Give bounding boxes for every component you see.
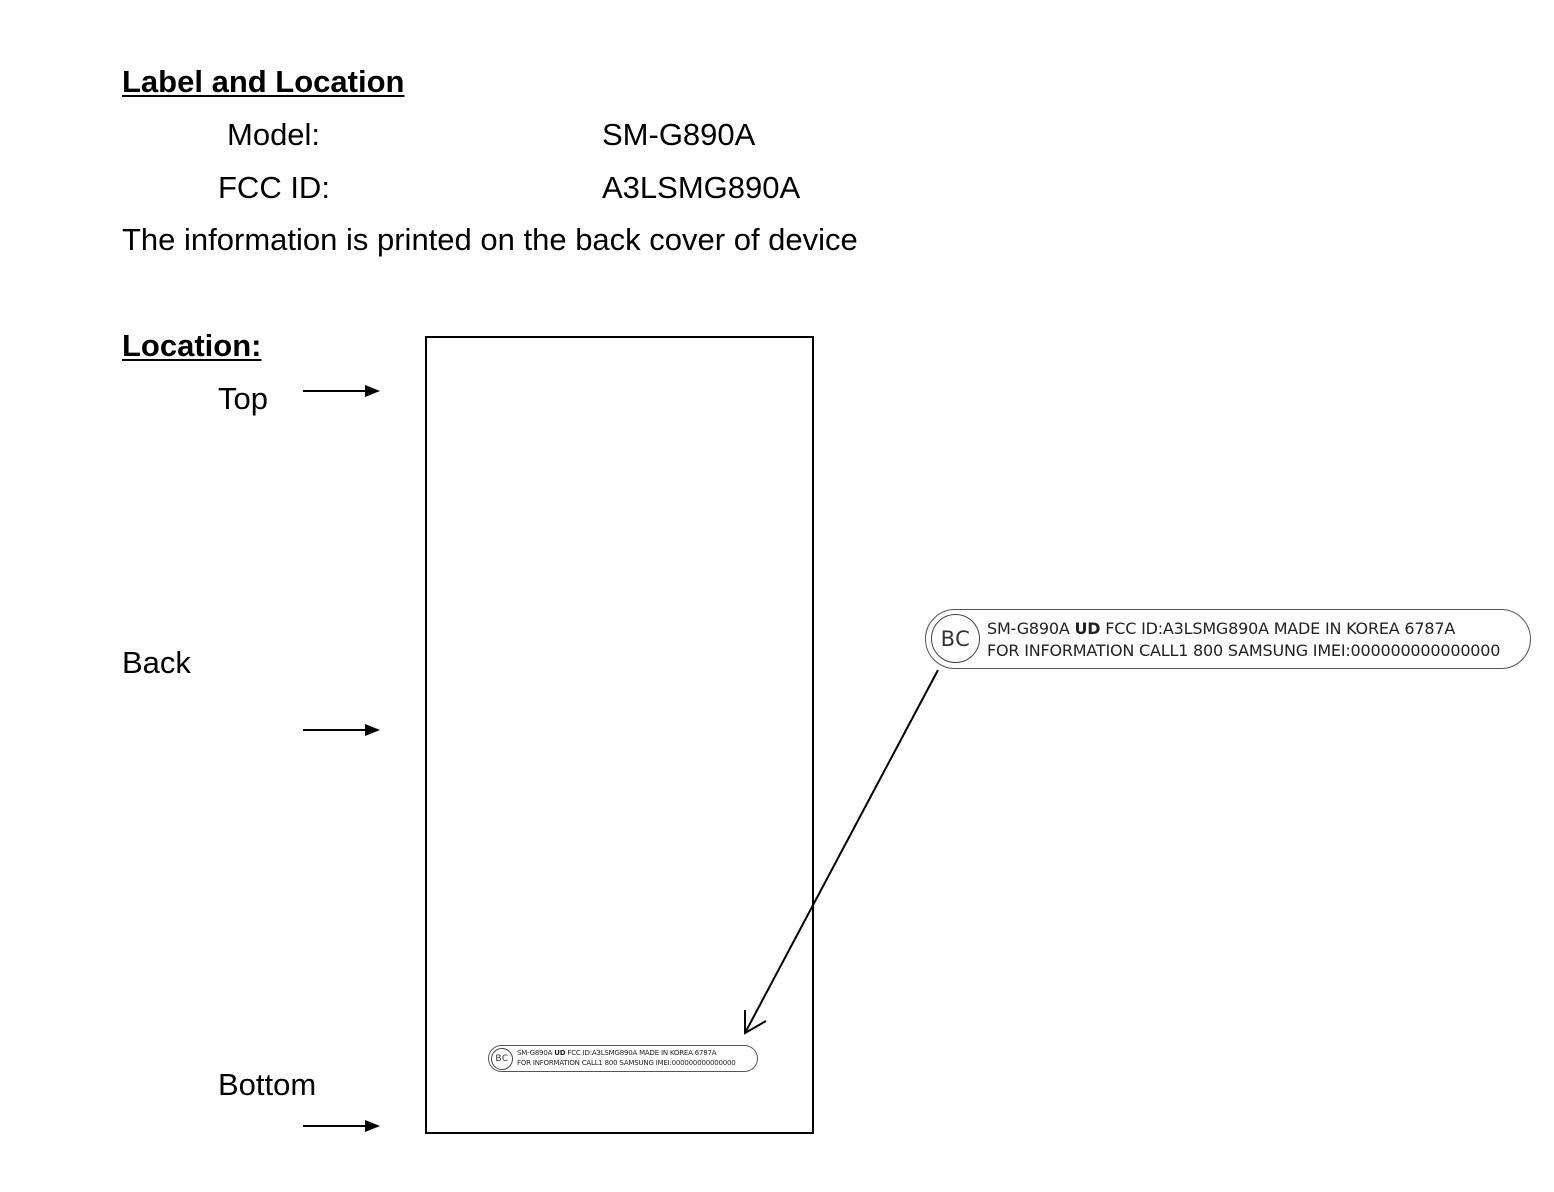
bc-logo-icon: BC: [491, 1048, 513, 1070]
top-label: Top: [218, 381, 268, 416]
location-heading: Location:: [122, 328, 262, 363]
bottom-arrow-icon: [302, 1116, 382, 1136]
device-label-small: [488, 1045, 758, 1072]
info-text: The information is printed on the back cover of device: [122, 222, 858, 257]
model-value: SM-G890A: [602, 117, 756, 152]
top-arrow-icon: [302, 381, 382, 401]
fcc-id-value: A3LSMG890A: [602, 170, 801, 205]
device-label-enlarged: [925, 609, 1531, 669]
back-arrow-icon: [302, 720, 382, 740]
back-label: Back: [122, 645, 191, 680]
label-line-1: SM-G890A UD FCC ID:A3LSMG890A MADE IN KOREA 6787A: [987, 619, 1456, 638]
label-line-1: SM-G890A UD FCC ID:A3LSMG890A MADE IN KOREA 6787A: [517, 1049, 717, 1057]
bottom-label: Bottom: [218, 1067, 317, 1102]
fcc-id-label: FCC ID:: [218, 170, 330, 205]
model-label: Model:: [227, 117, 321, 152]
bc-logo-icon: BC: [931, 614, 980, 663]
page-heading: Label and Location: [122, 64, 405, 99]
label-line-2: FOR INFORMATION CALL1 800 SAMSUNG IMEI:000000000000000: [517, 1059, 736, 1067]
label-line-2: FOR INFORMATION CALL1 800 SAMSUNG IMEI:000000000000000: [987, 641, 1501, 660]
callout-arrow-icon: [735, 665, 945, 1045]
